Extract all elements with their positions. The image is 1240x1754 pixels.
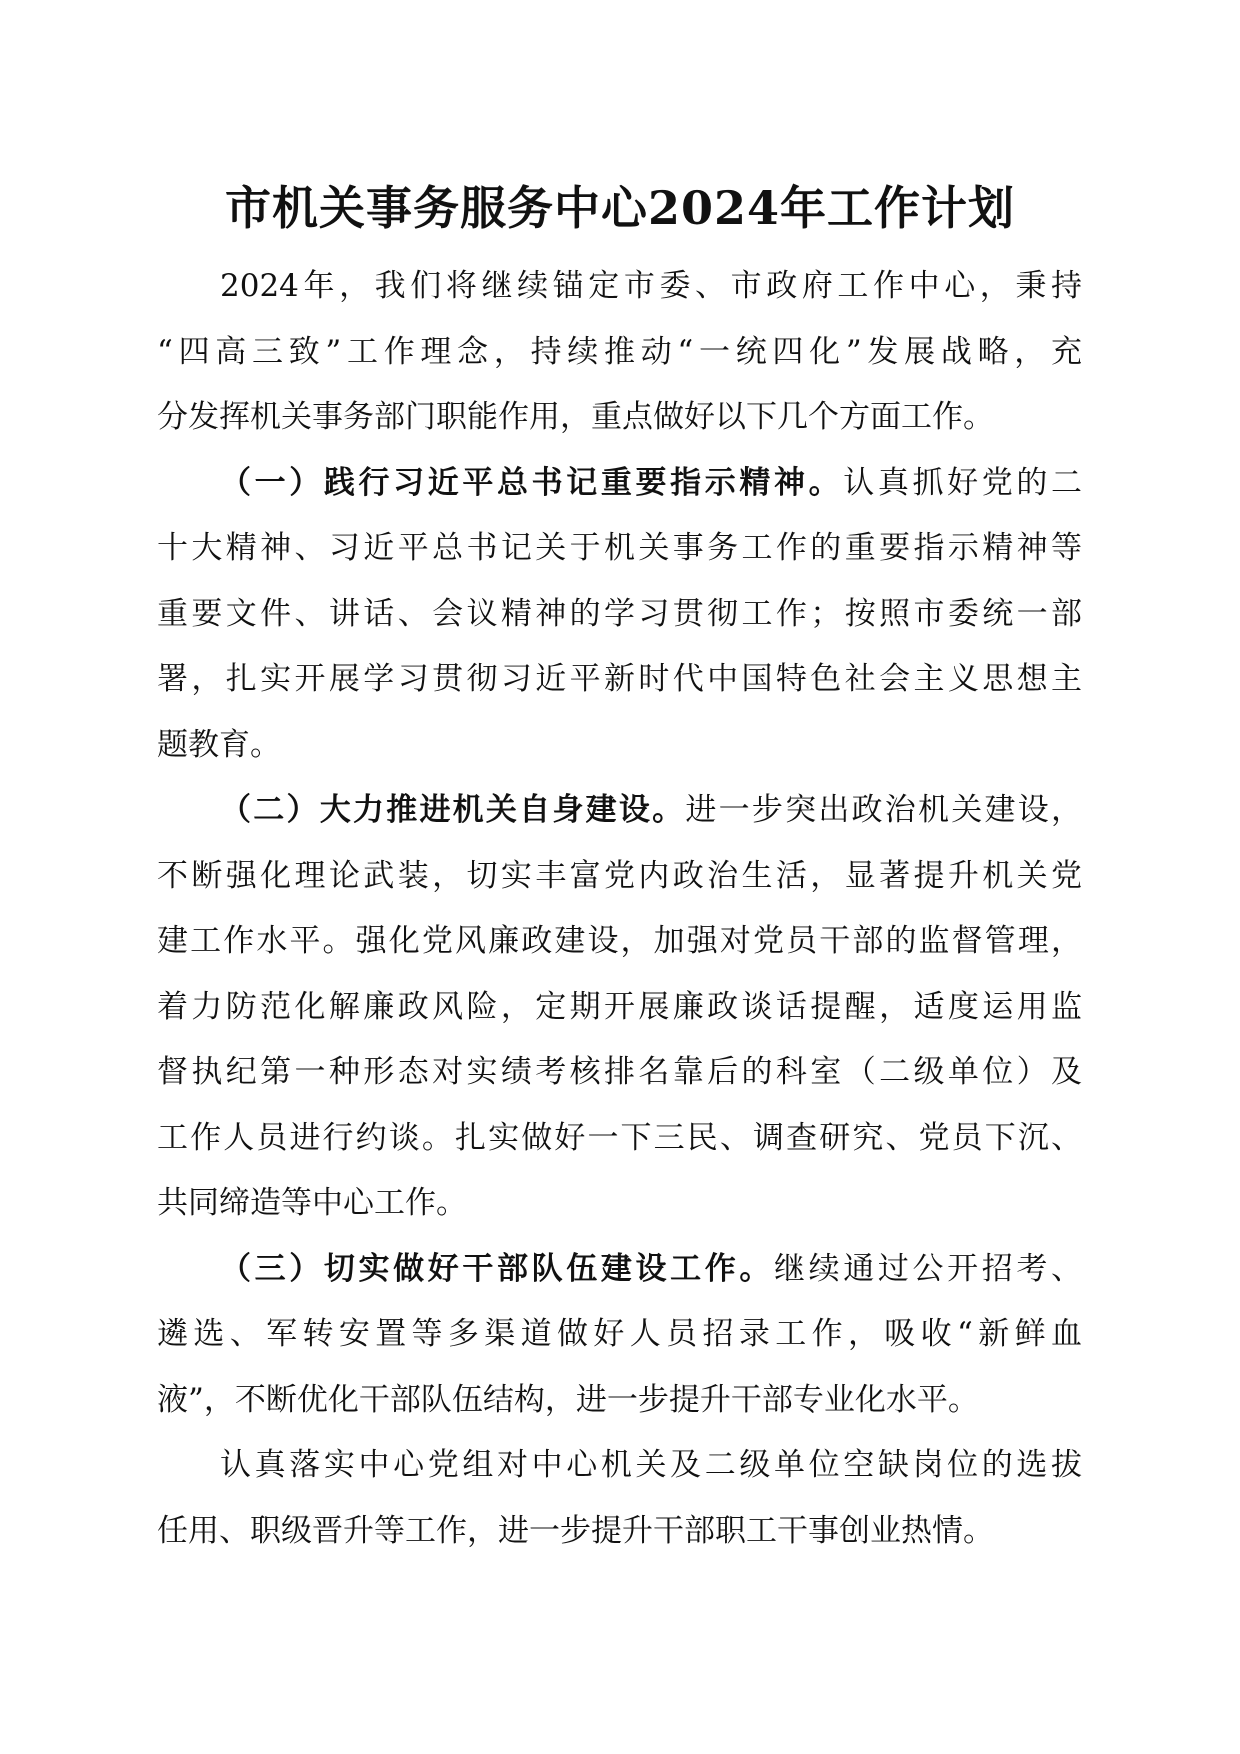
text-line: [157, 1237, 1082, 1303]
text-line: 不断强化理论武装，切实丰富党内政治生活，显著提升机关党: [157, 857, 1082, 894]
text-span: 继续通过公开招考、: [774, 1250, 1082, 1287]
text-line: 液”，不断优化干部队伍结构，进一步提升干部专业化水平。: [157, 1381, 979, 1418]
section-two-paragraph: [157, 778, 1082, 1237]
text-line: [157, 778, 1082, 844]
text-line: 认真落实中心党组对中心机关及二级单位空缺岗位的选拔: [220, 1447, 1082, 1483]
text-line: 十大精神、习近平总书记关于机关事务工作的重要指示精神等: [157, 530, 1082, 566]
text-line: 着力防范化解廉政风险，定期开展廉政谈话提醒，适度运用监: [157, 988, 1082, 1025]
text-line: [157, 451, 1082, 517]
section-one-paragraph: [157, 451, 1082, 779]
text-line: 2024年，我们将继续锚定市委、市政府工作中心，秉持: [220, 268, 1082, 304]
section-heading: （一）践行习近平总书记重要指示精神。: [220, 464, 844, 501]
document-title: 市机关事务服务中心2024年工作计划: [224, 181, 1016, 235]
text-line: “四高三致”工作理念，持续推动“一统四化”发展战略，充: [157, 333, 1082, 370]
text-line: 建工作水平。强化党风廉政建设，加强对党员干部的监督管理，: [157, 923, 1082, 959]
section-three-paragraph: [157, 1237, 1082, 1434]
section-heading: （二）大力推进机关自身建设。: [220, 792, 686, 828]
text-line: 督执纪第一种形态对实绩考核排名靠后的科室（二级单位）及: [157, 1054, 1082, 1090]
closing-paragraph: [157, 1433, 1082, 1564]
text-line: 工作人员进行约谈。扎实做好一下三民、调查研究、党员下沉、: [157, 1119, 1082, 1156]
section-heading: （三）切实做好干部队伍建设工作。: [220, 1250, 774, 1287]
text-line: 重要文件、讲话、会议精神的学习贯彻工作；按照市委统一部: [157, 595, 1082, 632]
text-span: 进一步突出政治机关建设，: [685, 792, 1082, 828]
intro-paragraph: [157, 254, 1082, 451]
text-line: 共同缔造等中心工作。: [157, 1185, 467, 1221]
text-line: 任用、职级晋升等工作，进一步提升干部职工干事创业热情。: [157, 1512, 994, 1549]
document-body: [157, 254, 1082, 1564]
text-line: 署，扎实开展学习贯彻习近平新时代中国特色社会主义思想主: [157, 661, 1082, 697]
text-span: 认真抓好党的二: [843, 464, 1082, 501]
text-line: 遴选、军转安置等多渠道做好人员招录工作，吸收“新鲜血: [157, 1316, 1082, 1352]
text-line: 分发挥机关事务部门职能作用，重点做好以下几个方面工作。: [157, 399, 994, 435]
text-line: 题教育。: [157, 726, 281, 763]
